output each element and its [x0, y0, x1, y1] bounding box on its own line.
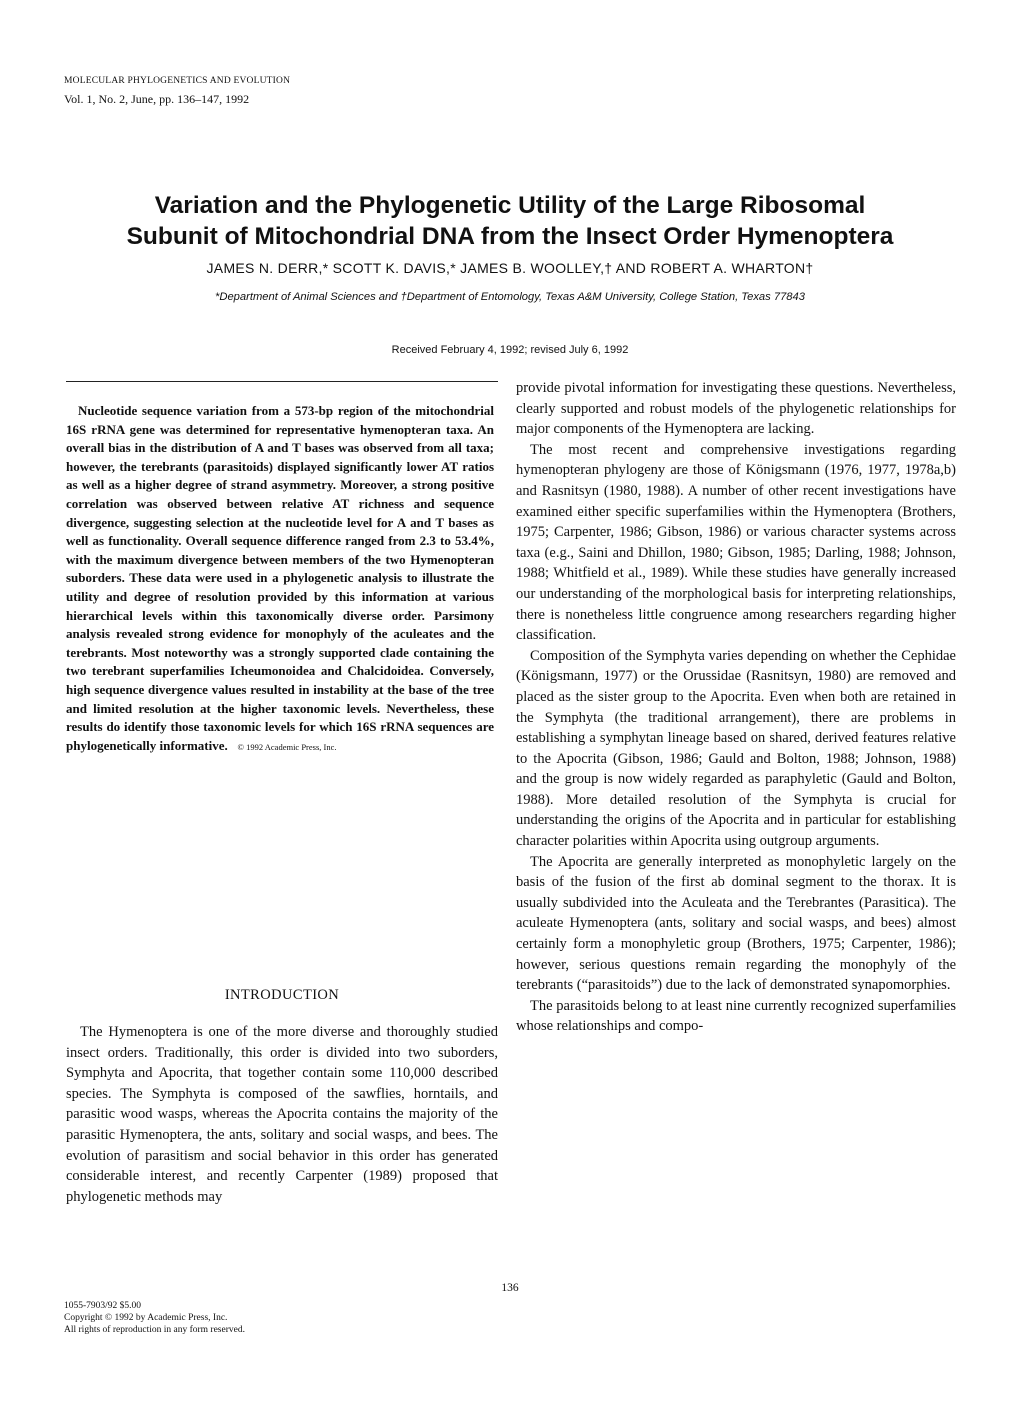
author-list: JAMES N. DERR,* SCOTT K. DAVIS,* JAMES B. WOOLLEY,† AND ROBERT A. WHARTON†: [206, 260, 814, 276]
footer-copyright: Copyright © 1992 by Academic Press, Inc.: [64, 1312, 228, 1323]
right-column-body: [516, 378, 956, 1037]
page-number: 136: [501, 1282, 519, 1294]
abstract-divider: [66, 381, 498, 382]
left-column-body: [66, 1022, 498, 1207]
paragraph: provide pivotal information for investigating these questions. Nevertheless, clearly supported and robust models of the phylogenetic relationships for major components of the Hymenoptera are lacking.: [516, 380, 956, 438]
title-line-2: Subunit of Mitochondrial DNA from the Insect Order Hymenoptera: [126, 223, 894, 250]
section-heading-introduction: INTRODUCTION: [224, 987, 340, 1003]
paragraph: The most recent and comprehensive investigations regarding hymenopteran phylogeny are those of Königsmann (1976, 1977, 1978a,b) and Rasnitsyn (1980, 1988). A number of other recent investigations have examined either specific superfamilies within the Hymenoptera (Brothers, 1975; Carpenter, 1986; Gibson, 1986) or various character systems across taxa (e.g., Saini and Dhillon, 1980; Gibson, 1985; Darling, 1988; Johnson, 1988; Whitfield et al., 1989). While these studies have generally increased our understanding of the morphological basis for interpreting relationships, there is nonetheless little congruence among researchers regarding higher classification.: [516, 441, 956, 644]
affiliation: *Department of Animal Sciences and †Department of Entomology, Texas A&M University, College Station, Texas 77843: [215, 291, 805, 303]
paragraph: The parasitoids belong to at least nine currently recognized superfamilies whose relationships and compo-: [516, 997, 956, 1035]
title-line-1: Variation and the Phylogenetic Utility of the Large Ribosomal: [154, 192, 866, 219]
volume-info: Vol. 1, No. 2, June, pp. 136–147, 1992: [64, 92, 250, 106]
abstract-text: Nucleotide sequence variation from a 573-bp region of the mitochondrial 16S rRNA gene was determined for representative hymenopteran taxa. An overall bias in the distribution of A and T bases was observed from all taxa; however, the terebrants (parasitoids) displayed significantly lower AT ratios as well as a higher degree of strand asymmetry. Moreover, a strong positive correlation was observed between relative AT richness and sequence divergence, suggesting selection at the nucleotide level for A and T bases as well as functionality. Overall sequence difference ranged from 2.3 to 53.4%, with the maximum divergence between members of the two Hymenopteran suborders. These data were used in a phylogenetic analysis to illustrate the utility and degree of resolution provided by this information at various hierarchical levels within this taxonomically diverse order. Parsimony analysis revealed strong evidence for monophyly of the aculeates and the terebrants. Most noteworthy was a strongly supported clade containing the two terebrant superfamilies Icheumonoidea and Chalcidoidea. Conversely, high sequence divergence values resulted in instability at the base of the tree and limited resolution at the higher taxonomic levels. Nevertheless, these results do identify those taxonomic levels for which 16S rRNA sequences are phylogenetically informative.: [66, 403, 494, 753]
paragraph: The Apocrita are generally interpreted as monophyletic largely on the basis of the fusion of the first ab dominal segment to the thorax. It is usually subdivided into the Aculeata and the Terebrantes (Parasitica). The aculeate Hymenoptera (ants, solitary and social wasps, and bees) almost certainly form a monophyletic group (Brothers, 1975; Carpenter, 1986); however, serious questions remain regarding the monophyly of the terebrants (“parasitoids”) due to the lack of demonstrated synapomorphies.: [516, 853, 956, 994]
abstract-copyright: © 1992 Academic Press, Inc.: [237, 741, 337, 752]
journal-name: MOLECULAR PHYLOGENETICS AND EVOLUTION: [64, 76, 291, 86]
paragraph: The Hymenoptera is one of the more diverse and thoroughly studied insect orders. Traditionally, this order is divided into two suborders, Symphyta and Apocrita, that together contain some 110,000 described species. The Symphyta is composed of the sawflies, horntails, and parasitic wood wasps, whereas the Apocrita contains the majority of the parasitic Hymenoptera, the ants, solitary and social wasps, and bees. The evolution of parasitism and social behavior in this order has generated considerable interest, and recently Carpenter (1989) proposed that phylogenetic methods may: [66, 1024, 498, 1205]
article-title: [60, 190, 960, 252]
paragraph: Composition of the Symphyta varies depending on whether the Cephidae (Königsmann, 1977) or the Orussidae (Rasnitsyn, 1980) are removed and placed as the sister group to the Apocrita. Even when both are retained in the Symphyta (the traditional arrangement), there are problems in establishing a symphytan lineage based on shared, derived features relative to the Apocrita (Gibson, 1986; Gauld and Bolton, 1988; Johnson, 1988) and the group is now widely regarded as paraphyletic (Gauld and Bolton, 1988). More detailed resolution of the Symphyta is crucial for understanding the origins of the Apocrita and in particular for establishing character polarities within Apocrita using outgroup arguments.: [516, 647, 956, 850]
footer-issn-price: 1055-7903/92 $5.00: [64, 1301, 142, 1311]
abstract: [66, 402, 494, 756]
received-dates: Received February 4, 1992; revised July 6, 1992: [391, 344, 629, 356]
footer-rights: All rights of reproduction in any form reserved.: [64, 1324, 245, 1335]
copyright-footer: [64, 1301, 245, 1336]
